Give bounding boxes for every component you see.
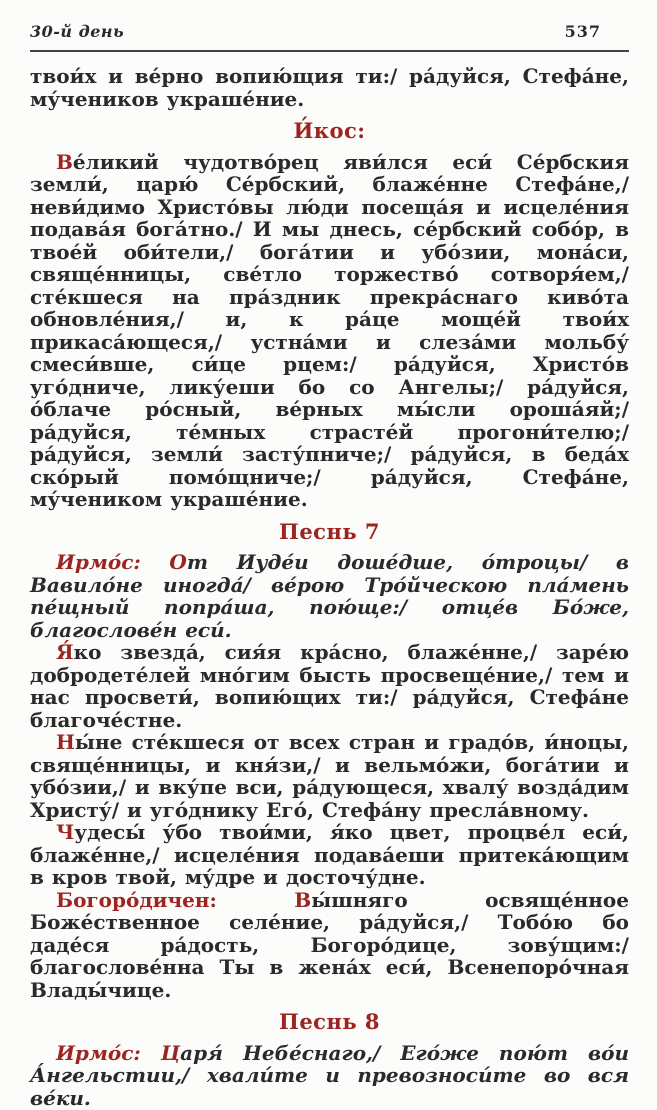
paragraph-text: аря́ Небе́снаго,/ Его́же пою́т во́и А́нгельстии,/ хвали́те и превозноси́те во вся ве́ки.	[30, 1040, 629, 1110]
liturgical-paragraph	[30, 889, 629, 1002]
liturgical-paragraph	[30, 821, 629, 889]
paragraph-text: удесы́ у́бо твои́ми, я́ко цвет, процве́л еси́, блаже́нне,/ исцеле́ния подава́еши притека́ющим в кров твой, му́дре и досточу́дне.	[30, 820, 629, 889]
section-heading: Песнь 8	[278, 1009, 381, 1034]
header-day-label: 30-й день	[30, 22, 125, 41]
paragraph-text: твои́х и ве́рно вопию́щия ти:/ ра́дуйся, Стефа́не, му́чеников украше́ние.	[30, 64, 629, 111]
header-page-number: 537	[564, 22, 601, 41]
paragraph-text: т Иуде́и доше́дше, о́троцы/ в Вавило́не иногда́/ ве́рою Тро́йческою пла́мень пе́щный попра́ша, пою́ще:/ отце́в Бо́же, благослове́н еси́.	[30, 550, 629, 642]
header-rule	[30, 50, 629, 52]
paragraph-text: е́ликий чудотво́рец яви́лся еси́ Се́рбския земли́, царю́ Се́рбский, блаже́нне Стефа́не,/ неви́димо Христо́вы лю́ди посеща́я и исцеле́ния подава́я бога́тно./ И мы днесь, се́рбский собо́р, в твое́й оби́тели,/ бога́тии и убо́зии, мона́си, свяще́нницы, све́тло торжество́ сотворя́ем,/ сте́кшеся на пра́здник прекра́снаго киво́та обновле́ния,/ и, к ра́це моще́й твои́х прикаса́ющеся,/ устна́ми и слеза́ми мольбу́ смеси́вше, си́це рцем:/ ра́дуйся, Христо́в уго́дниче, лику́еши бо со Ангелы;/ ра́дуйся, о́блаче ро́сный, ве́рных мы́сли ороша́яй;/ ра́дуйся, те́мных страсте́й прогони́телю;/ ра́дуйся, земли́ засту́пниче;/ ра́дуйся, в беда́х ско́рый помо́щниче;/ ра́дуйся, Стефа́не, му́чеником украше́ние.	[30, 149, 629, 511]
section-heading: Песнь 7	[278, 518, 381, 544]
liturgical-paragraph	[30, 551, 629, 641]
liturgical-paragraph	[30, 1042, 629, 1110]
red-initial-letter: Н	[56, 730, 75, 754]
red-initial-letter: О	[169, 550, 187, 574]
page-header	[30, 22, 629, 41]
liturgical-paragraph	[30, 641, 629, 731]
liturgical-paragraph	[30, 731, 629, 821]
red-initial-letter: В	[56, 149, 73, 174]
paragraph-text: ы́не сте́кшеся от всех стран и градо́в, и́ноцы, свяще́нницы, и кня́зи,/ и вельмо́жи, бога́тии и убо́зии,/ и вку́пе вси, ра́дующеся, хвалу́ возда́дим Христу́/ и уго́днику Его́, Стефа́ну пресла́вному.	[30, 730, 629, 822]
red-initial-letter: Я́	[56, 640, 74, 664]
liturgical-paragraph	[30, 151, 629, 511]
rubric-label: Богоро́дичен:	[56, 887, 217, 912]
section-heading: И́кос:	[293, 118, 366, 143]
red-initial-letter: Ч	[56, 820, 75, 844]
red-initial-letter: В	[294, 887, 312, 912]
rubric-label: Ирмо́с:	[56, 550, 141, 574]
paragraph-text: ко звезда́, сия́я кра́сно, блаже́нне,/ заре́ю добродете́лей мно́гим бысть просвеще́ние,/ тем и нас просвети́, вопию́щих ти:/ ра́дуйся, Стефа́не благоче́стне.	[30, 640, 629, 732]
red-initial-letter: Ц	[160, 1040, 181, 1065]
liturgical-paragraph	[30, 65, 629, 110]
page-body	[30, 65, 629, 1109]
rubric-label: Ирмо́с:	[56, 1040, 141, 1065]
paragraph-text: ы́шняго освяще́нное Боже́ственное селе́ние, ра́дуйся,/ Тобо́ю бо даде́ся ра́дость, Богоро́дице, зову́щим:/ благослове́нна Ты в жена́х еси́, Всенепоро́чная Влады́чице.	[30, 887, 629, 1002]
